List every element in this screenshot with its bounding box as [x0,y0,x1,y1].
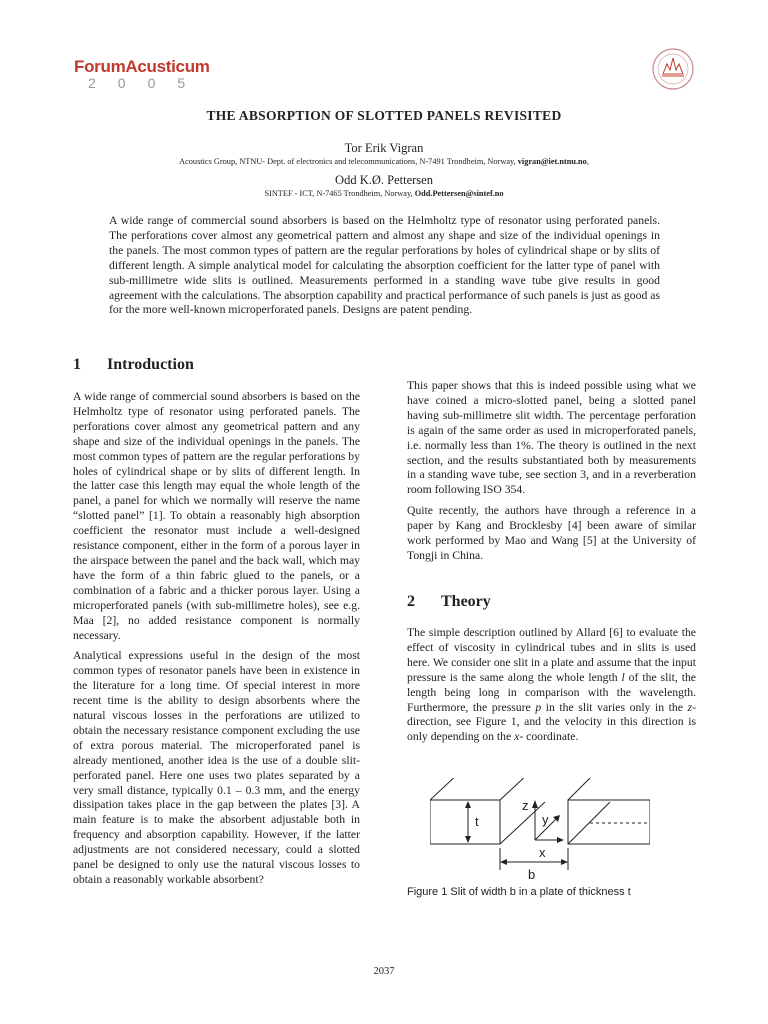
section-heading-introduction: 1 Introduction [73,356,194,373]
label-t: t [475,814,479,829]
paragraph: Analytical expressions useful in the design of the most common types of resonator panels have been in existence in the literature for a long time. Of special interest in more recent time is the ability to design absorbents where the natural viscous losses in the perforations are utilized to obtain the necessary resistance component excluding the use of extra porous material. The microperforated panel is already mentioned, another idea is the use of a double slit-perforated panel. Here one uses two plates separated by a very small distance, typically 0.1 – 0.3 mm, and the energy dissipation takes place in the gap between the plates [3]. A main feature is to make the absorbent adjustable both in frequency and absorption capability. However, if the latter adjustments are not considered necessary, could a slotted panel be designed to only use the natural viscous losses to obtain a reasonably workable absorbent? [73,649,360,886]
label-y: y [542,812,549,827]
logo-text: ForumAcusticum [74,57,210,76]
slit-diagram-figure [430,778,650,888]
author-affiliation: SINTEF - ICT, N-7465 Trondheim, Norway, Odd.Pettersen@sintef.no [264,189,504,198]
figure-caption: Figure 1 Slit of width b in a plate of thickness t [407,886,631,898]
paragraph: Quite recently, the authors have through a reference in a paper by Kang and Brocklesby [4] been aware of similar work performed by Mao and Wang [5] at the University of Tongji in China. [407,504,696,562]
paragraph: A wide range of commercial sound absorbers is based on the Helmholtz type of resonator using perforated panels. The perforations cover almost any geometrical pattern and any shape and size of the individual openings in the panels. The most common types of pattern are the regular perforations by holes of cylindrical shape or by slits of different length. In the latter case this length may equal the whole length of the panel, a panel for which we normally will reserve the name “slotted panel” [1]. To obtain a reasonably high absorption coefficient the resonator must include a well-designed resistance component, either in the form of a porous layer in the airspace between the panel and the back wall, which may have the form of a thin fabric glued to the panels, or a combination of a fabric and a thicker porous layer. Using a microperforated panels (with sub-millimetre holes), see e.g. Maa [2], no added resistance component is normally necessary. [73,390,360,642]
label-x: x [539,845,546,860]
paper-title: THE ABSORPTION OF SLOTTED PANELS REVISITED [206,108,562,123]
author-affiliation: Acoustics Group, NTNU- Dept. of electronics and telecommunications, N-7491 Trondheim, Norway, vigran@iet.ntnu.no, [179,157,589,166]
label-z: z [522,798,529,813]
author-email: vigran@iet.ntnu.no [517,157,587,166]
forum-acusticum-logo [74,57,210,91]
logo-year: 2005 [88,75,208,91]
page-number: 2037 [373,966,395,977]
label-b: b [528,867,536,882]
intro-right-column [407,379,696,570]
section-heading-theory: 2 Theory [407,593,491,610]
intro-left-column [73,390,360,894]
conference-seal-icon [650,46,696,92]
paragraph: This paper shows that this is indeed possible using what we have coined a micro-slotted panel, being a slotted panel having sub-millimetre slit width. The percentage perforation is again of the same order as used in microperforated panels, i.e. normally less than 1%. The theory is outlined in the next section, and the results substantiated both by measurements in a standing wave tube, see section 3, and in a reverberation room following ISO 354. [407,379,696,497]
author-email: Odd.Pettersen@sintef.no [414,189,504,198]
theory-column [407,626,696,751]
author-name: Odd K.Ø. Pettersen [335,173,433,187]
paragraph: The simple description outlined by Allard [6] to evaluate the effect of viscosity in cylindrical tubes and in slits is used here. We consider one slit in a plate and assume that the input pressure is the same along the whole length l of the slit, the length being long in comparison with the wavelength. Furthermore, the pressure p in the slit varies only in the z-direction, see Figure 1, and the velocity in this direction is only depending on the x- coordinate. [407,626,696,744]
abstract: A wide range of commercial sound absorbers is based on the Helmholtz type of resonator using perforated panels. The perforations cover almost any geometrical pattern and almost any shape and size of the individual openings in the panels. The most common types of pattern are the regular perforations by holes of cylindrical shape or by slits of different length. A simple analytical model for calculating the absorption coefficient for the latter type of panel with sub-millimetre wide slits is outlined. Measurements performed in a standing wave tube give results in good agreement with the calculations. The absorption capability and practical performance of such panels is just as good as for the more well-known microperforated panels. Designs are patent pending. [109,214,660,317]
author-name: Tor Erik Vigran [344,141,424,155]
